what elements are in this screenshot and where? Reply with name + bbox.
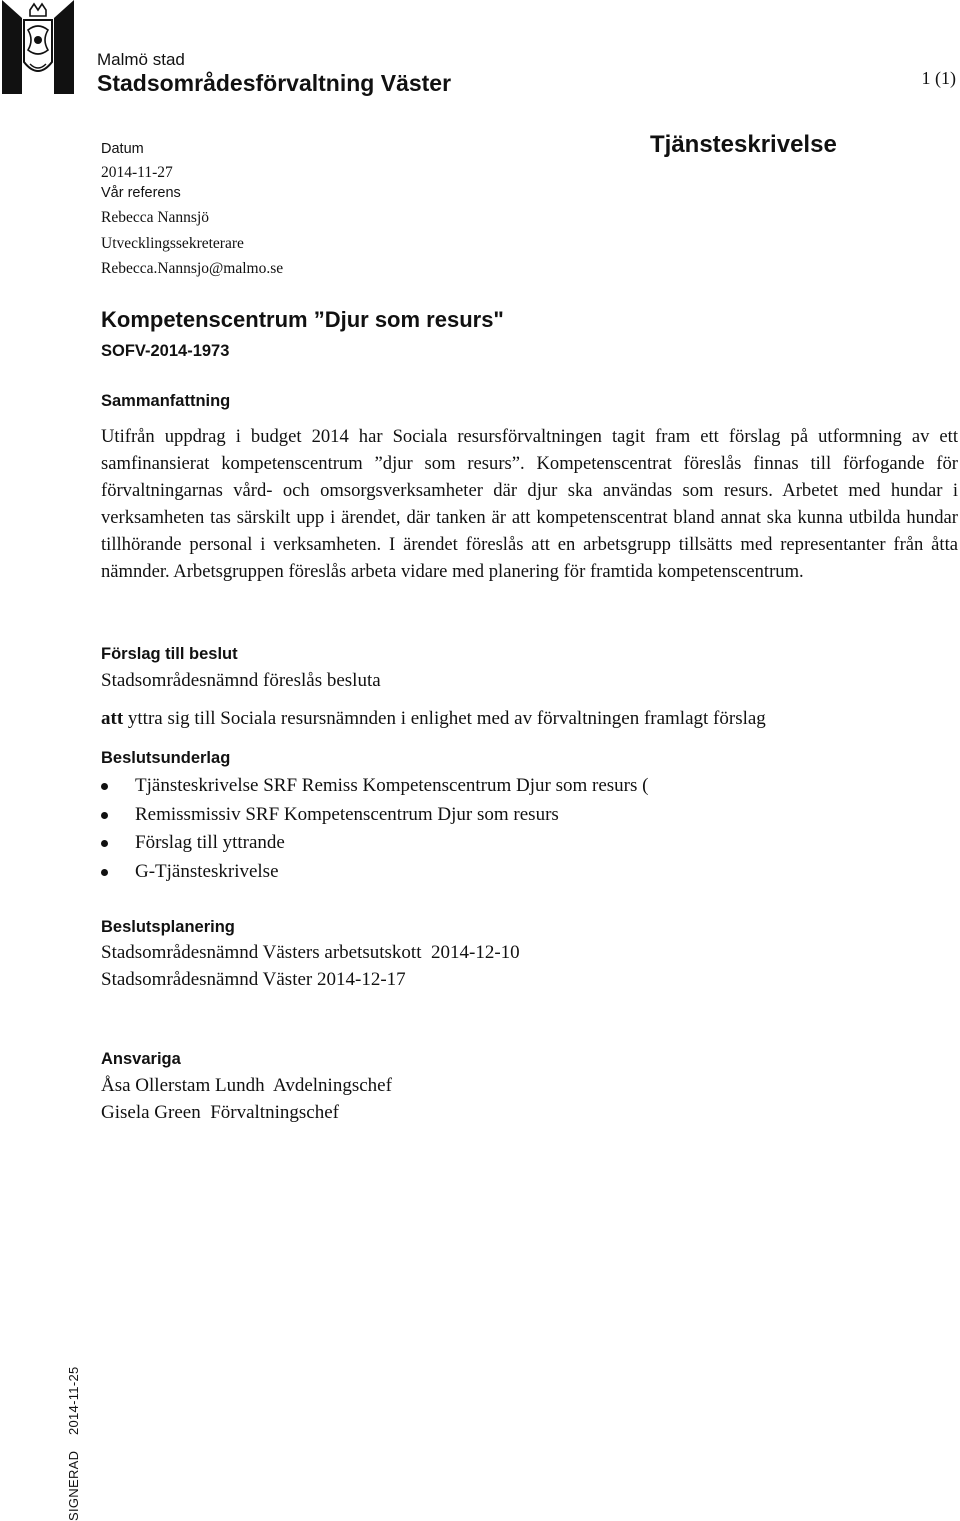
- planning-line-2: Stadsområdesnämnd Väster 2014-12-17: [101, 969, 406, 990]
- bullet-icon: [101, 812, 108, 819]
- list-item: Remissmissiv SRF Kompetenscentrum Djur som resurs: [101, 801, 648, 830]
- proposal-decision: [101, 705, 766, 732]
- document-type: Tjänsteskrivelse: [650, 131, 837, 158]
- list-item: Förslag till yttrande: [101, 829, 648, 858]
- document-date: 2014-11-27: [101, 164, 173, 181]
- proposal-intro: Stadsområdesnämnd föreslås besluta: [101, 670, 381, 691]
- reference-label: Vår referens: [101, 185, 181, 201]
- basis-heading: Beslutsunderlag: [101, 749, 231, 767]
- proposal-heading: Förslag till beslut: [101, 645, 238, 663]
- author-email: Rebecca.Nannsjo@malmo.se: [101, 260, 284, 277]
- date-label: Datum: [101, 141, 144, 157]
- summary-text: Utifrån uppdrag i budget 2014 har Sociala resursförvaltningen tagit fram ett förslag på utformning av ett samfinansierat kompetenscentrum ”djur som resurs”. Kompetenscentrat föreslås finnas till förfogande för förvaltningarnas vård- och omsorgsverksamheter där djur ska användas som resurs. Arbetet med hundar i verksamheten tas särskilt upp i ärendet, där tanken är att kompetenscentrat bland annat ska kunna utbilda hundar tillhörande personal i verksamheten. I ärendet föreslås att en arbetsgrupp tillsätts med representanter från åtta nämnder. Arbetsgruppen föreslås arbeta vidare med planering för framtida kompetenscentrum.: [101, 426, 958, 582]
- document-title: Kompetenscentrum ”Djur som resurs": [101, 307, 504, 332]
- responsible-person-1: Åsa Ollerstam Lundh Avdelningschef: [101, 1075, 392, 1096]
- list-item: Tjänsteskrivelse SRF Remiss Kompetenscentrum Djur som resurs (: [101, 772, 648, 801]
- responsible-heading: Ansvariga: [101, 1050, 181, 1068]
- bullet-icon: [101, 783, 108, 790]
- department-name: Stadsområdesförvaltning Väster: [97, 70, 452, 96]
- organization-name: Malmö stad: [97, 50, 185, 69]
- planning-heading: Beslutsplanering: [101, 918, 235, 936]
- page-number: 1 (1): [921, 68, 956, 88]
- bullet-icon: [101, 869, 108, 876]
- bullet-icon: [101, 840, 108, 847]
- att-keyword: att: [101, 708, 124, 729]
- author-name: Rebecca Nannsjö: [101, 209, 210, 226]
- malmo-logo: [2, 0, 74, 94]
- basis-list: [101, 772, 648, 886]
- responsible-person-2: Gisela Green Förvaltningschef: [101, 1102, 339, 1123]
- summary-heading: Sammanfattning: [101, 392, 231, 410]
- list-item: G-Tjänsteskrivelse: [101, 858, 648, 887]
- signed-stamp: [66, 1366, 81, 1521]
- stamp-date: 2014-11-25: [66, 1366, 81, 1436]
- planning-line-1: Stadsområdesnämnd Västers arbetsutskott 2014-12-10: [101, 942, 520, 963]
- decision-text: yttra sig till Sociala resursnämnden i enlighet med av förvaltningen framlagt förslag: [123, 708, 766, 729]
- stamp-label: SIGNERAD: [66, 1450, 81, 1521]
- case-number: SOFV-2014-1973: [101, 342, 230, 360]
- author-role: Utvecklingssekreterare: [101, 235, 244, 252]
